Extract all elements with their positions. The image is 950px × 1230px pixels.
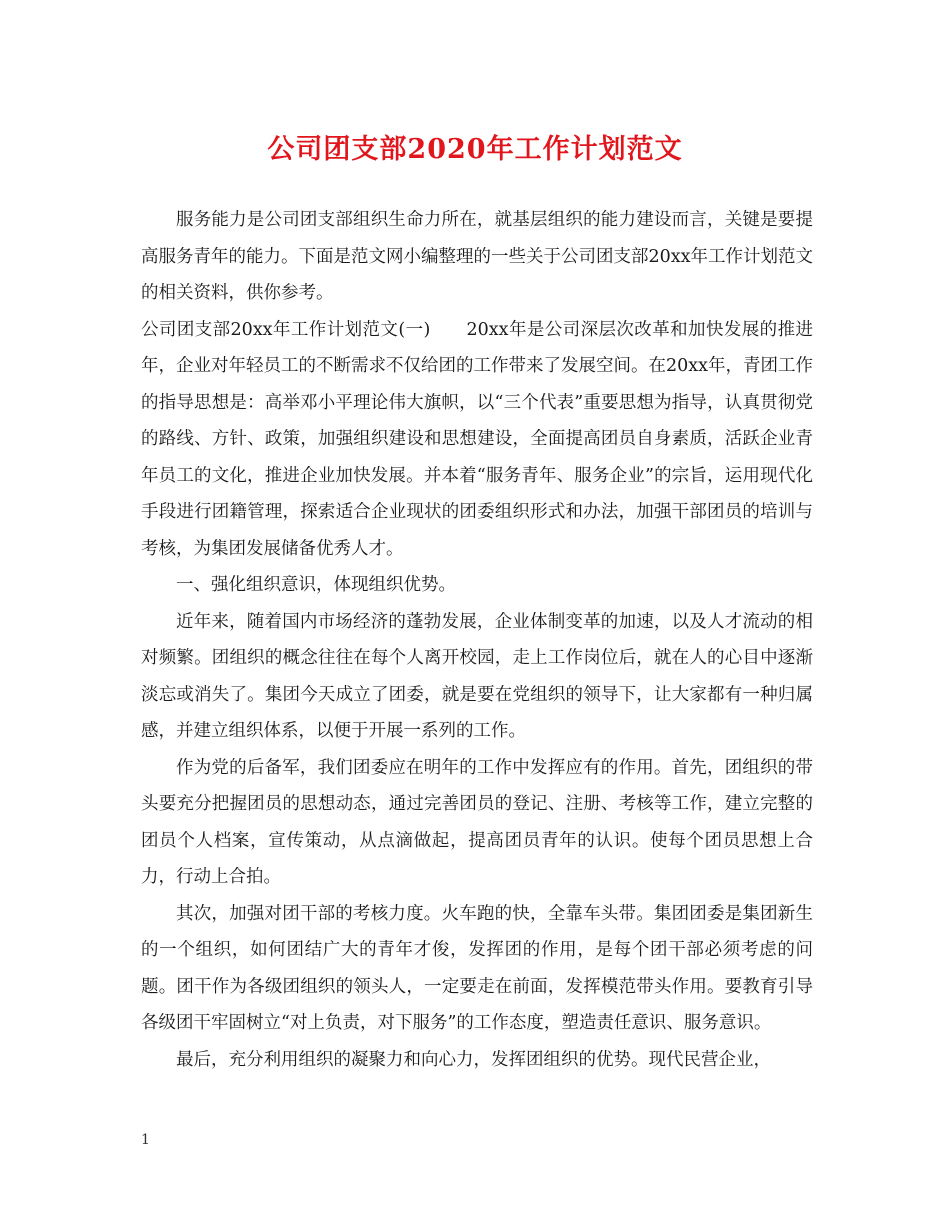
paragraph-intro: 服务能力是公司团支部组织生命力所在，就基层组织的能力建设而言，关键是要提高服务青年的能力。下面是范文网小编整理的一些关于公司团支部20xx年工作计划范文的相关资料，供你参考。 xyxy=(141,210,814,303)
paragraph-plan-one: 公司团支部20xx年工作计划范文(一) 20xx年是公司深层次改革和加快发展的推进年，企业对年轻员工的不断需求不仅给团的工作带来了发展空间。在20xx年，青团工作的指导思想是：高举邓小平理论伟大旗帜，以“三个代表”重要思想为指导，认真贯彻党的路线、方针、政策，加强组织建设和思想建设，全面提高团员自身素质，活跃企业青年员工的文化，推进企业加快发展。并本着“服务青年、服务企业”的宗旨，运用现代化手段进行团籍管理，探索适合企业现状的团委组织形式和办法，加强干部团员的培训与考核，为集团发展储备优秀人才。 xyxy=(141,319,814,559)
paragraph-second: 其次，加强对团干部的考核力度。火车跑的快，全靠车头带。集团团委是集团新生的一个组织，如何团结广大的青年才俊，发挥团的作用，是每个团干部必须考虑的问题。团干作为各级团组织的领头人，一定要走在前面，发挥模范带头作用。要教育引导各级团干牢固树立“对上负责，对下服务”的工作态度，塑造责任意识、服务意识。 xyxy=(141,903,813,1033)
document-body xyxy=(141,202,813,1078)
section-heading-one: 一、强化组织意识，体现组织优势。 xyxy=(176,575,456,595)
page-number: 1 xyxy=(141,1132,150,1148)
paragraph-reserve-army: 作为党的后备军，我们团委应在明年的工作中发挥应有的作用。首先，团组织的带头要充分把握团员的思想动态，通过完善团员的登记、注册、考核等工作，建立完整的团员个人档案，宣传策动，从点滴做起，提高团员青年的认识。使每个团员思想上合力，行动上合拍。 xyxy=(141,757,813,887)
paragraph-finally: 最后，充分利用组织的凝聚力和向心力，发挥团组织的优势。现代民营企业， xyxy=(176,1049,771,1070)
document-title: 公司团支部2020年工作计划范文 xyxy=(267,134,683,165)
paragraph-recent-years: 近年来，随着国内市场经济的蓬勃发展，企业体制变革的加速，以及人才流动的相对频繁。团组织的概念往往在每个人离开校园，走上工作岗位后，就在人的心目中逐渐淡忘或消失了。集团今天成立了团委，就是要在党组织的领导下，让大家都有一种归属感，并建立组织体系，以便于开展一系列的工作。 xyxy=(141,611,813,741)
